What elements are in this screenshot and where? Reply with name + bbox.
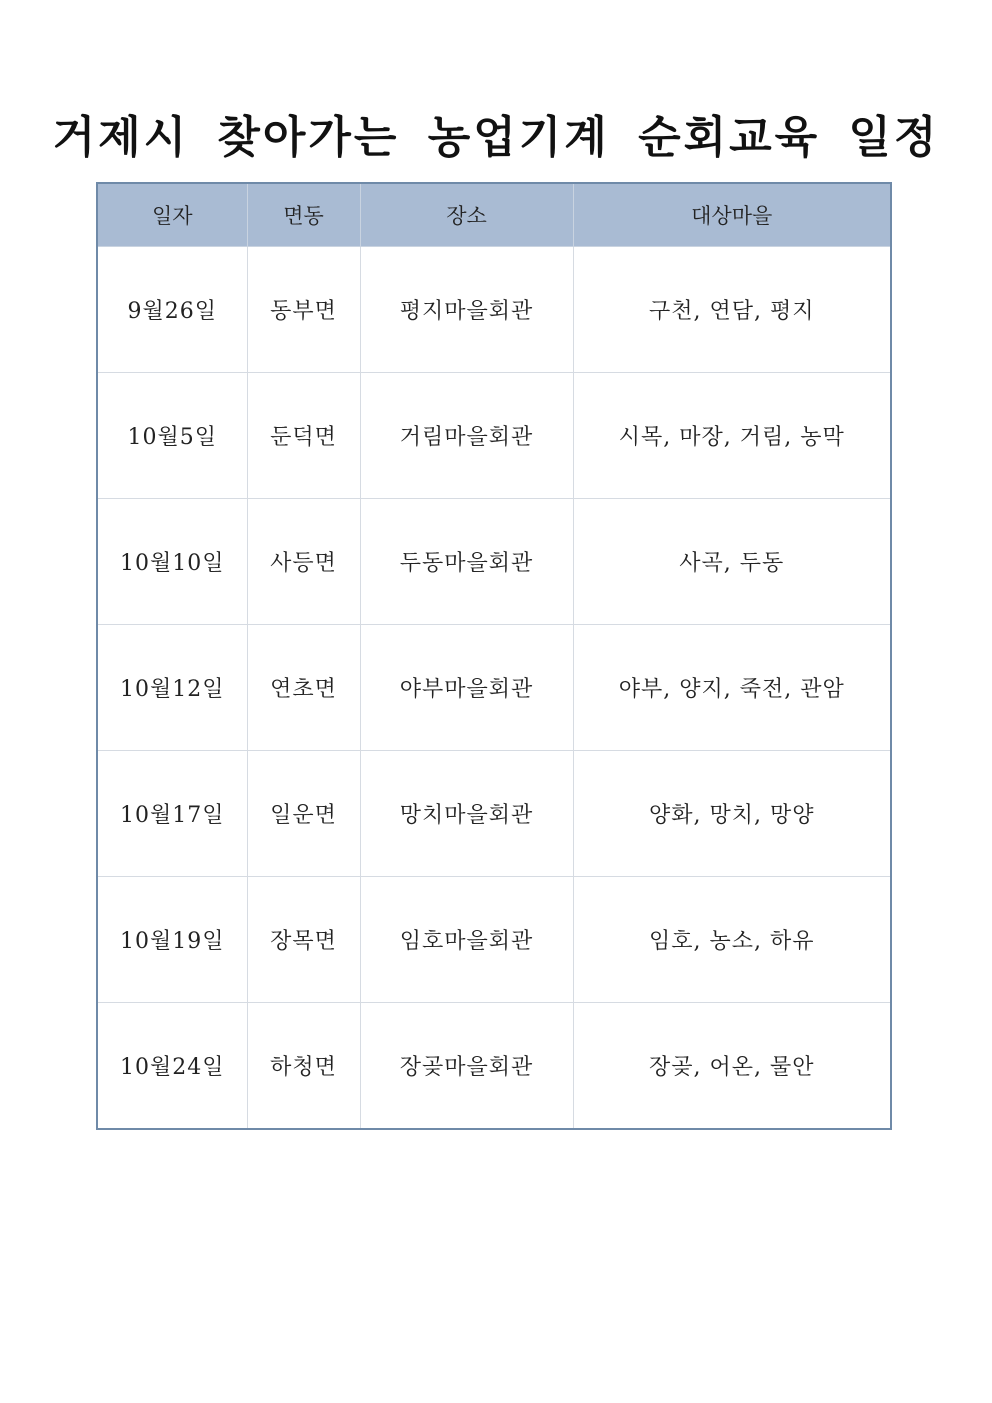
cell-district: 둔덕면 bbox=[247, 373, 360, 499]
cell-villages: 사곡, 두동 bbox=[573, 499, 891, 625]
cell-venue: 거림마을회관 bbox=[360, 373, 573, 499]
cell-district: 연초면 bbox=[247, 625, 360, 751]
table-row bbox=[97, 1003, 891, 1130]
table-row bbox=[97, 877, 891, 1003]
cell-district: 장목면 bbox=[247, 877, 360, 1003]
table-row bbox=[97, 625, 891, 751]
table-row bbox=[97, 373, 891, 499]
cell-district: 동부면 bbox=[247, 247, 360, 373]
cell-date: 10월17일 bbox=[97, 751, 247, 877]
cell-district: 하청면 bbox=[247, 1003, 360, 1130]
table-row bbox=[97, 499, 891, 625]
cell-date: 10월24일 bbox=[97, 1003, 247, 1130]
cell-villages: 야부, 양지, 죽전, 관암 bbox=[573, 625, 891, 751]
cell-venue: 임호마을회관 bbox=[360, 877, 573, 1003]
table-row bbox=[97, 751, 891, 877]
cell-villages: 임호, 농소, 하유 bbox=[573, 877, 891, 1003]
header-villages: 대상마을 bbox=[573, 183, 891, 247]
cell-date: 10월19일 bbox=[97, 877, 247, 1003]
cell-district: 사등면 bbox=[247, 499, 360, 625]
cell-venue: 평지마을회관 bbox=[360, 247, 573, 373]
table-header-row bbox=[97, 183, 891, 247]
header-date: 일자 bbox=[97, 183, 247, 247]
cell-date: 9월26일 bbox=[97, 247, 247, 373]
cell-venue: 두동마을회관 bbox=[360, 499, 573, 625]
cell-district: 일운면 bbox=[247, 751, 360, 877]
header-venue: 장소 bbox=[360, 183, 573, 247]
cell-villages: 구천, 연담, 평지 bbox=[573, 247, 891, 373]
cell-date: 10월5일 bbox=[97, 373, 247, 499]
cell-venue: 야부마을회관 bbox=[360, 625, 573, 751]
schedule-table bbox=[96, 182, 892, 1130]
cell-date: 10월10일 bbox=[97, 499, 247, 625]
page-title: 거제시 찾아가는 농업기계 순회교육 일정 bbox=[52, 112, 940, 163]
cell-villages: 시목, 마장, 거림, 농막 bbox=[573, 373, 891, 499]
cell-date: 10월12일 bbox=[97, 625, 247, 751]
table-row bbox=[97, 247, 891, 373]
cell-villages: 장곶, 어온, 물안 bbox=[573, 1003, 891, 1130]
header-district: 면동 bbox=[247, 183, 360, 247]
cell-villages: 양화, 망치, 망양 bbox=[573, 751, 891, 877]
cell-venue: 장곶마을회관 bbox=[360, 1003, 573, 1130]
cell-venue: 망치마을회관 bbox=[360, 751, 573, 877]
